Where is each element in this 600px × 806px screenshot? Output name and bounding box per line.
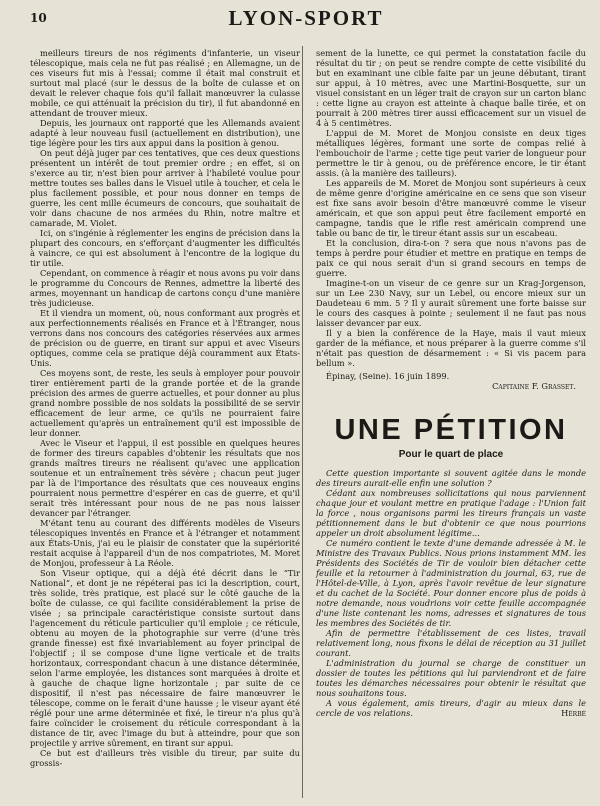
article-author-line [316,381,586,391]
paragraph: Depuis, les journaux ont rapporté que les Allemands avaient adapté à leur nouveau fusil (actuellement en distribution), une tige légère pour les tirs aux appui dans la position à genou. [30,118,300,148]
page-header [26,6,586,30]
paragraph: Il y a bien la conférence de la Haye, mais il vaut mieux garder de la méfiance, et nous préparer à la guerre comme s'il n'était pas question de désarmement : « Si vis pacem para bellum ». [316,328,586,368]
paragraph: On peut déjà juger par ces tentatives, que ces deux questions présentent un intérêt de tout premier ordre ; en effet, si on s'exerce au tir, n'est bien pour arriver à l'habileté voulue pour mettre toutes ses balles dans le Visuel utile à toucher, et cela le plus facilement possible, et pour nous donner en temps de guerre, les cent mille écumeurs de concours, que souhaitait de voir dans chacune de nos armées du Rhin, notre maître et camarade, M. Violet. [30,148,300,228]
author-signature: Capitaine F. Grasset. [492,381,576,391]
article-signature-line [316,371,586,381]
paragraph: Les appareils de M. Moret de Monjou sont supérieurs à ceux de même genre d'origine américaine en ce sens que son viseur est fixe sans avoir besoin d'être manœuvré comme le viseur américain, et que son appui peut être facilement emporté en campagne, tandis que le rifle rest américain comprend une table ou banc de tir, le tireur étant assis sur un escabeau. [316,178,586,238]
left-column [30,48,300,768]
paragraph: meilleurs tireurs de nos régiments d'infanterie, un viseur télescopique, mais cela ne fut pas réalisé ; en Allemagne, un de ces viseurs fut mis à l'essai; comme il était mal construit et surtout mal placé (sur le dessus de la boîte de culasse et on devait le relever chaque fois qu'il fallait manœuvrer la culasse mobile, ce qui atténuait la précision du tir), il fut abandonné en attendant de trouver mieux. [30,48,300,118]
paragraph: M'étant tenu au courant des différents modèles de Viseurs télescopiques inventés en France et à l'étranger et notamment aux États-Unis, j'ai eu le plaisir de constater que la supériorité restait acquise à l'appareil d'un de nos compatriotes, M. Moret de Monjou, professeur à La Réole. [30,518,300,568]
paragraph: Afin de permettre l'établissement de ces listes, travail relativement long, nous fixons le délai de réception au 31 juillet courant. [316,628,586,658]
paragraph: Cette question importante si souvent agitée dans le monde des tireurs aurait-elle enfin une solution ? [316,468,586,488]
paragraph: Cependant, on commence à réagir et nous avons pu voir dans le programme du Concours de Rennes, admettre la liberté des armes, moyennant un handicap de cartons conçu d'une manière très judicieuse. [30,268,300,308]
column-divider [302,46,303,798]
paragraph: Ces moyens sont, de reste, les seuls à employer pour pouvoir tirer entièrement parti de la grande portée et de la grande précision des armes de guerre actuelles, et pour donner au plus grand nombre possible de nos soldats la possibilité de se servir efficacement de leur arme, ce qu'ils ne pourraient faire actuellement qu'après un entraînement qu'il est impossible de leur donner. [30,368,300,438]
paragraph: L'appui de M. Moret de Monjou consiste en deux tiges métalliques légères, formant une sorte de compas relié à l'embouchoir de l'arme ; cette tige peut varier de longueur pour permettre le tir à genou, ou de préférence encore, le tir étant assis. (à la manière des tailleurs). [316,128,586,178]
paragraph: A vous également, amis tireurs, d'agir au mieux dans le cercle de vos relations. [316,698,586,718]
masthead-title: LYON-SPORT [228,6,384,30]
petition-signoff: Hérbé [561,708,586,718]
paragraph: Ce but est d'ailleurs très visible du tireur, par suite du grossis- [30,748,300,768]
petition-article [316,415,586,718]
petition-title: UNE PÉTITION [334,414,568,446]
paragraph: Ici, on s'ingénie à réglementer les engins de précision dans la plupart des concours, en s'efforçant d'augmenter les difficultés à vaincre, ce qui est absolument à l'encontre de la logique du tir utile. [30,228,300,268]
paragraph: Avec le Viseur et l'appui, il est possible en quelques heures de former des tireurs capables d'obtenir les résultats que nos grands maîtres tireurs ne réalisent qu'avec une application soutenue et un entraînement très sévère ; chacun peut juger par là de l'importance des résultats que ces nouveaux engins pourraient nous permettre d'espérer en cas de guerre, et qu'il serait très intéressant pour nous de ne pas nous laisser devancer par l'étranger. [30,438,300,518]
paragraph: L'administration du journal se charge de constituer un dossier de toutes les pétitions qui lui parviendront et de faire toutes les démarches nécessaires pour obtenir le résultat que nous souhaitons tous. [316,658,586,698]
paragraph: sement de la lunette, ce qui permet la constatation facile du résultat du tir ; on peut se rendre compte de cette visibilité du but en examinant une cible faite par un jeune débutant, tirant sur appui, à 10 mètres, avec une Martini-Bosquette, sur un visuel consistant en un léger trait de crayon sur un carton blanc : cette ligne au crayon est atteinte à chaque balle tirée, et on pourrait à 200 mètres tirer aussi efficacement sur un visuel de 4 à 5 centimètres. [316,48,586,128]
paragraph: Son Viseur optique, qui a déjà été décrit dans le “Tir National”, et dont je ne répéterai pas ici la description, court, très solide, très pratique, est placé sur le côté gauche de la boîte de culasse, ce qui facilite considérablement la prise de visée ; sa principale caractéristique consiste surtout dans l'agencement du réticule particulier qu'il emploie ; ce réticule, obtenu au moyen de la photographie sur verre (d'une très grande finesse) est fixé invariablement au foyer principal de l'objectif ; il se compose d'une ligne verticale et de traits horizontaux, correspondant chacun à une distance déterminée, selon l'arme employée, les distances sont marquées à droite et à gauche de chaque ligne horizontale ; par suite de ce dispositif, il n'est pas nécessaire de faire manœuvrer le télescope, comme on le ferait d'une hausse ; le viseur ayant été réglé pour une arme déterminée et fixé, le tireur n'a plus qu'à faire coïncider le croisement du réticule correspondant à la distance de tir, avec l'image du but à atteindre, pour que son projectile y arrive sûrement, en tirant sur appui. [30,568,300,748]
petition-subtitle: Pour le quart de place [398,449,504,460]
paragraph: Et il viendra un moment, où, nous conformant aux progrès et aux perfectionnements réalisés en France et à l'Étranger, nous verrons dans nos concours des catégories réservées aux armes de précision ou de guerre, en tirant sur appui et avec Viseurs optiques, comme cela se pratique déjà couramment aux États-Unis. [30,308,300,368]
right-column [316,48,586,718]
place-date: Épinay, (Seine). 16 juin 1899. [326,371,450,381]
page-number: 10 [30,11,47,25]
paragraph: Cédant aux nombreuses sollicitations qui nous parviennent chaque jour et voulant mettre en pratique l'adage : l'Union fait la force , nous organisons parmi les tireurs français un vaste pétitionnement dans le but d'obtenir ce que nous pourrions appeler un droit absolument légitime... [316,488,586,538]
paragraph: Imagine-t-on un viseur de ce genre sur un Krag-Jorgenson, sur un Lee 230 Navy, sur un Lebel, ou encore mieux sur un Daudeteau 6 mm. 5 ? Il y aurait sûrement une forte baisse sur le cours des casques à pointe ; seulement il ne faut pas nous laisser devancer par eux. [316,278,586,328]
paragraph: Ce numéro contient le texte d'une demande adressée à M. le Ministre des Travaux Publics. Nous prions instamment MM. les Présidents des Sociétés de Tir de vouloir bien détacher cette feuille et la retourner à l'administration du journal, 63, rue de l'Hôtel-de-Ville, à Lyon, après l'avoir revêtue de leur signature et du cachet de la Société. Pour donner encore plus de poids à notre demande, nous voudrions voir cette feuille accompagnée d'une liste contenant les noms, adresses et signatures de tous les membres des Sociétés de tir. [316,538,586,628]
paragraph: Et la conclusion, dira-t-on ? sera que nous n'avons pas de temps à perdre pour étudier et mettre en pratique en temps de paix ce qui nous serait d'un si grand secours en temps de guerre. [316,238,586,278]
